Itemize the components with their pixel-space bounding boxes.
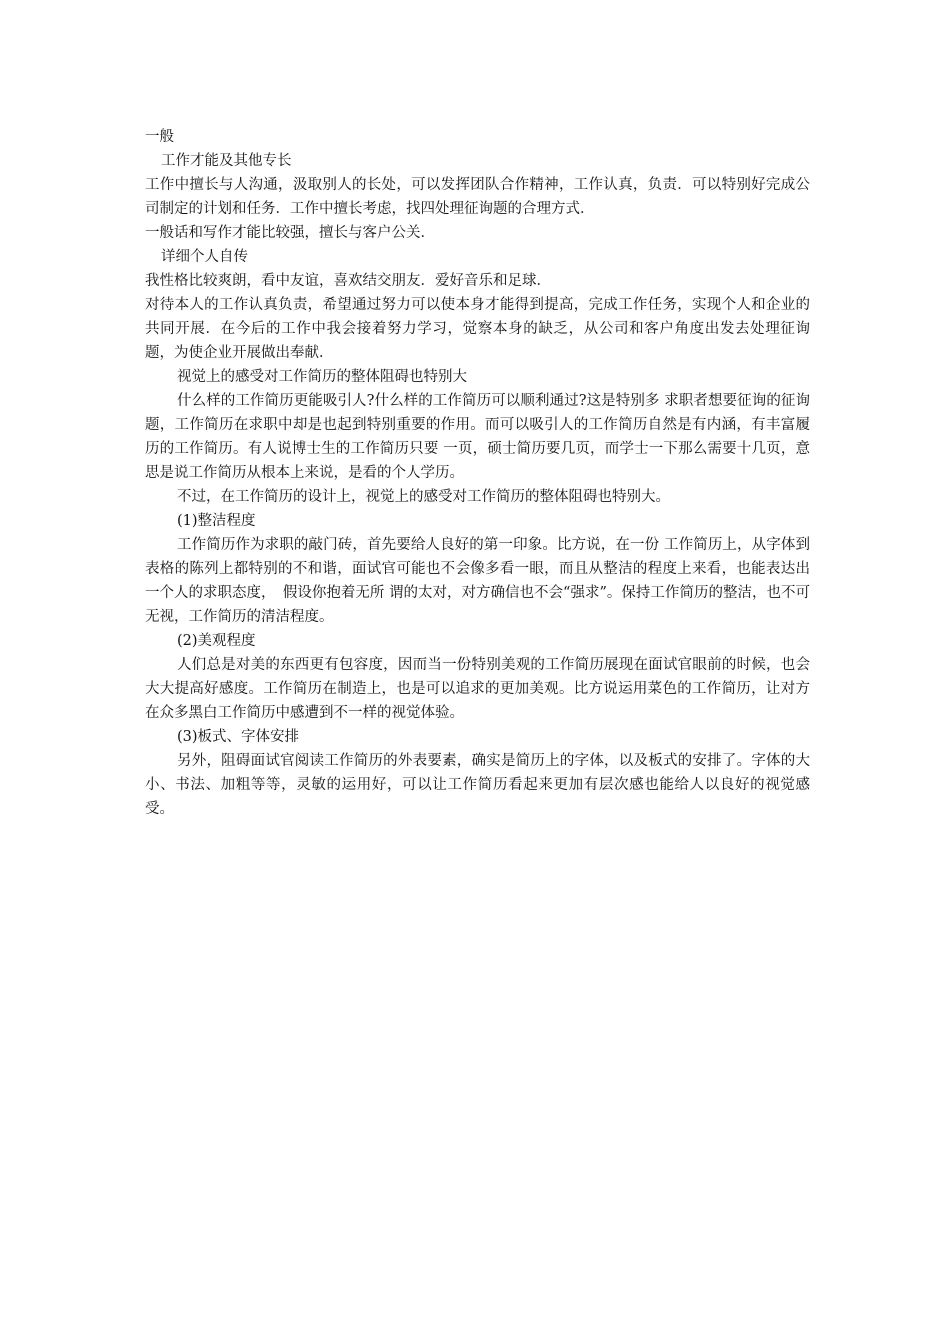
paragraph-visual-design: 不过，在工作简历的设计上，视觉上的感受对工作简历的整体阻碍也特别大。 <box>177 489 670 505</box>
paragraph-work-attitude: 对待本人的工作认真负责，希望通过努力可以使本身才能得到提高，完成工作任务，实现个人和企业的共同开展．在今后的工作中我会接着努力学习，觉察本身的缺乏，从公司和客户角度出发去处理征询题，为使企业开展做出奉献． <box>145 297 810 361</box>
paragraph-attractive-resume: 什么样的工作简历更能吸引人?什么样的工作简历可以顺利通过?这是特别多 求职者想要征询的征询题，工作简历在求职中却是也起到特别重要的作用。而可以吸引人的工作简历自然是有内涵，有丰富履历的工作简历。有人说博士生的工作简历只要 一页，硕士简历要几页，而学士一下那么需要十几页，意思是说工作简历从根本上来说，是看的个人学历。 <box>145 393 810 481</box>
paragraph-aesthetics: 人们总是对美的东西更有包容度，因而当一份特别美观的工作简历展现在面试官眼前的时候，也会大大提高好感度。工作简历在制造上，也是可以追求的更加美观。比方说运用菜色的工作简历，让对方在众多黑白工作简历中感遭到不一样的视觉体验。 <box>145 657 810 721</box>
heading-general: 一般 <box>145 129 174 145</box>
heading-neatness: (1)整洁程度 <box>177 513 256 529</box>
paragraph-skills-1: 工作中擅长与人沟通，汲取别人的长处，可以发挥团队合作精神，工作认真，负责．可以特别好完成公司制定的计划和任务．工作中擅长考虑，找四处理征询题的合理方式． <box>145 177 810 217</box>
paragraph-personality: 我性格比较爽朗，看中友谊，喜欢结交朋友．爱好音乐和足球． <box>145 273 551 289</box>
heading-aesthetics: (2)美观程度 <box>177 633 256 649</box>
document-page <box>145 125 810 821</box>
heading-autobiography: 详细个人自传 <box>161 249 248 265</box>
heading-skills: 工作才能及其他专长 <box>161 153 292 169</box>
paragraph-skills-2: 一般话和写作才能比较强，擅长与客户公关． <box>145 225 435 241</box>
paragraph-layout-fonts: 另外，阻碍面试官阅读工作简历的外表要素，确实是简历上的字体，以及板式的安排了。字体的大小、书法、加粗等等，灵敏的运用好，可以让工作简历看起来更加有层次感也能给人以良好的视觉感受。 <box>145 753 810 817</box>
heading-visual-impression: 视觉上的感受对工作简历的整体阻碍也特别大 <box>177 369 467 385</box>
paragraph-neatness: 工作简历作为求职的敲门砖，首先要给人良好的第一印象。比方说，在一份 工作简历上，从字体到表格的陈列上都特别的不和谐，面试官可能也不会像多看一眼，而且从整洁的程度上来看，也能表达出一个人的求职态度， 假设你抱着无所 谓的太对，对方确信也不会“强求”。保持工作简历的整洁，也不可无视，工作简历的清洁程度。 <box>145 537 810 625</box>
heading-layout-fonts: (3)板式、字体安排 <box>177 729 300 745</box>
